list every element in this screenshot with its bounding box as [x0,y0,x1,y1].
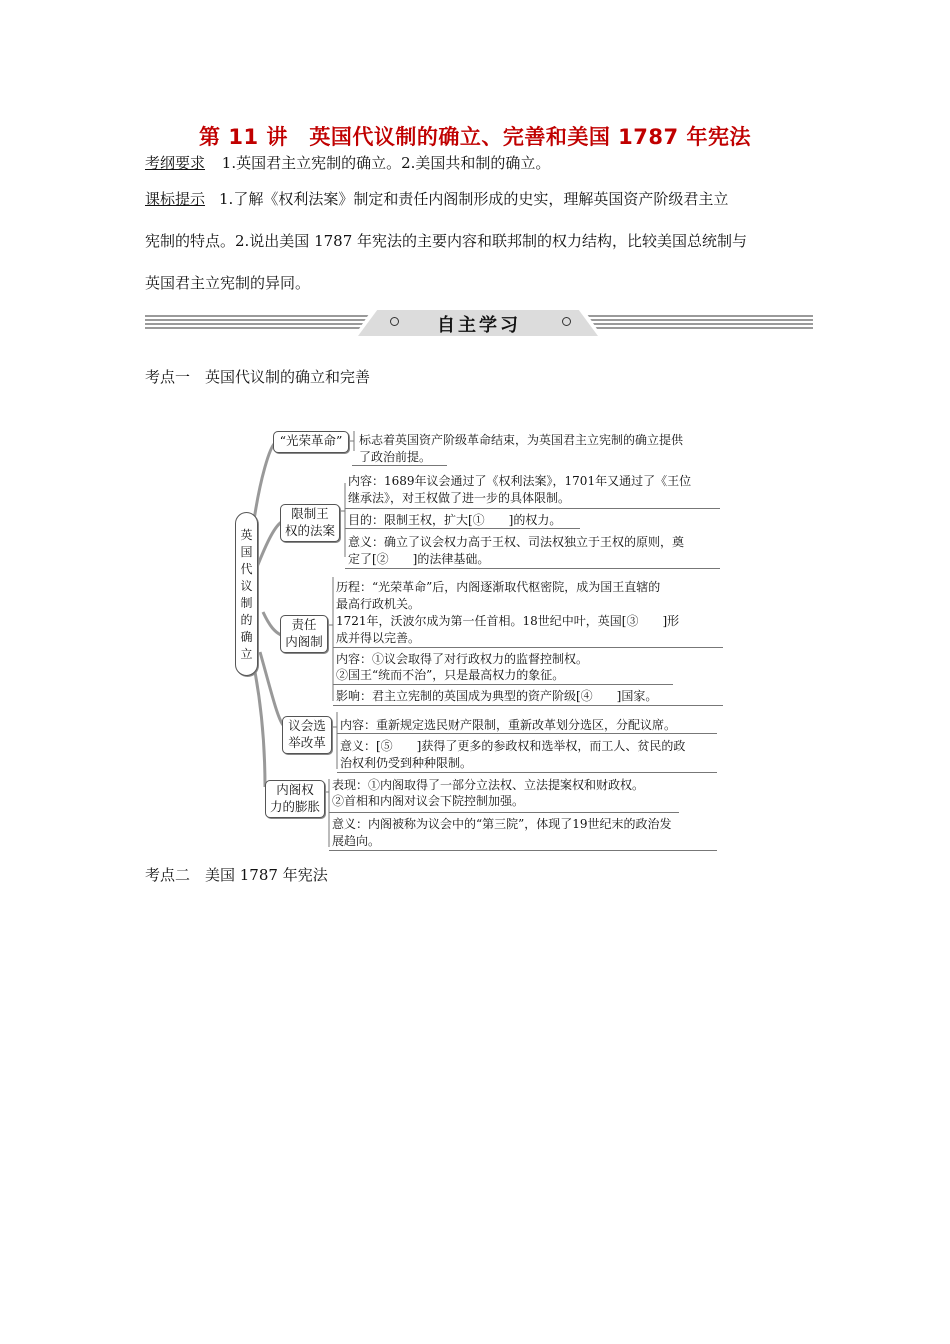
lesson-title: 第 11 讲 英国代议制的确立、完善和美国 1787 年宪法 [199,125,751,149]
syllabus-text: 1.英国君主立宪制的确立。2.美国共和制的确立。 [221,154,551,172]
text-line: 表现：①内阁取得了一部分立法权、立法提案权和财政权。 [332,778,645,792]
banner-title: 自主学习 [437,315,521,336]
standard-line-3: 英国君主立宪制的异同。 [145,274,311,292]
text-line: 展趋向。 [332,834,381,848]
syllabus-label: 考纲要求 [145,154,206,172]
text-line: 定了[② ]的法律基础。 [348,552,490,566]
text-line: 继承法》，对王权做了进一步的具体限制。 [348,491,571,505]
standard-label: 课标提示 [145,190,206,208]
node-restrict-royal-power: 限制王 权的法案 [280,504,340,542]
standard-line-2: 宪制的特点。2.说出美国 1787 年宪法的主要内容和联邦制的权力结构，比较美国总统制与 [145,232,748,250]
standard-line-1: 1.了解《权利法案》制定和责任内阁制形成的史实，理解英国资产阶级君主立 [219,190,729,208]
node-cabinet-expansion: 内阁权 力的膨胀 [265,780,325,818]
section-one-heading: 考点一 英国代议制的确立和完善 [145,368,371,386]
text-line: 1721年，沃波尔成为第一任首相。18世纪中叶，英国[③ ]形 [336,614,680,628]
node-cabinet-system: 责任 内阁制 [280,615,328,653]
text-line: 影响：君主立宪制的英国成为典型的资产阶级[④ ]国家。 [336,689,658,703]
text-line: 内容：①议会取得了对行政权力的监督控制权。 [336,652,589,666]
text-line: 目的：限制王权，扩大[① ]的权力。 [348,513,562,527]
text-line: 意义：内阁被称为议会中的“第三院”，体现了19世纪末的政治发 [332,817,672,831]
text-line: ②首相和内阁对议会下院控制加强。 [332,794,525,808]
root-node: 英 国 代 议 制 的 确 立 [235,512,258,676]
self-study-banner [145,308,813,338]
text-line: 内容：重新规定选民财产限制，重新改革划分选区，分配议席。 [340,718,677,732]
section-two-heading: 考点二 美国 1787 年宪法 [145,866,328,884]
text-line: 意义：[⑤ ]获得了更多的参政权和选举权，而工人、贫民的政 [340,739,686,753]
text-line: 历程：“光荣革命”后，内阁逐渐取代枢密院，成为国王直辖的 [336,580,661,594]
text-line: 最高行政机关。 [336,597,421,611]
mind-map [225,427,725,857]
text-line: 意义：确立了议会权力高于王权、司法权独立于王权的原则，奠 [348,535,685,549]
node-electoral-reform: 议会选 举改革 [282,716,332,754]
text-line: 标志着英国资产阶级革命结束，为英国君主立宪制的确立提供 [359,433,684,447]
text-line: 成并得以完善。 [336,631,421,645]
node-glorious-revolution: “光荣革命” [273,431,349,453]
text-line: ②国王“统而不治”，只是最高权力的象征。 [336,668,565,682]
text-line: 了政治前提。 [359,450,432,464]
text-line: 治权利仍受到种种限制。 [340,756,473,770]
text-line: 内容：1689年议会通过了《权利法案》，1701年又通过了《王位 [348,474,692,488]
standard-hints [145,178,815,304]
